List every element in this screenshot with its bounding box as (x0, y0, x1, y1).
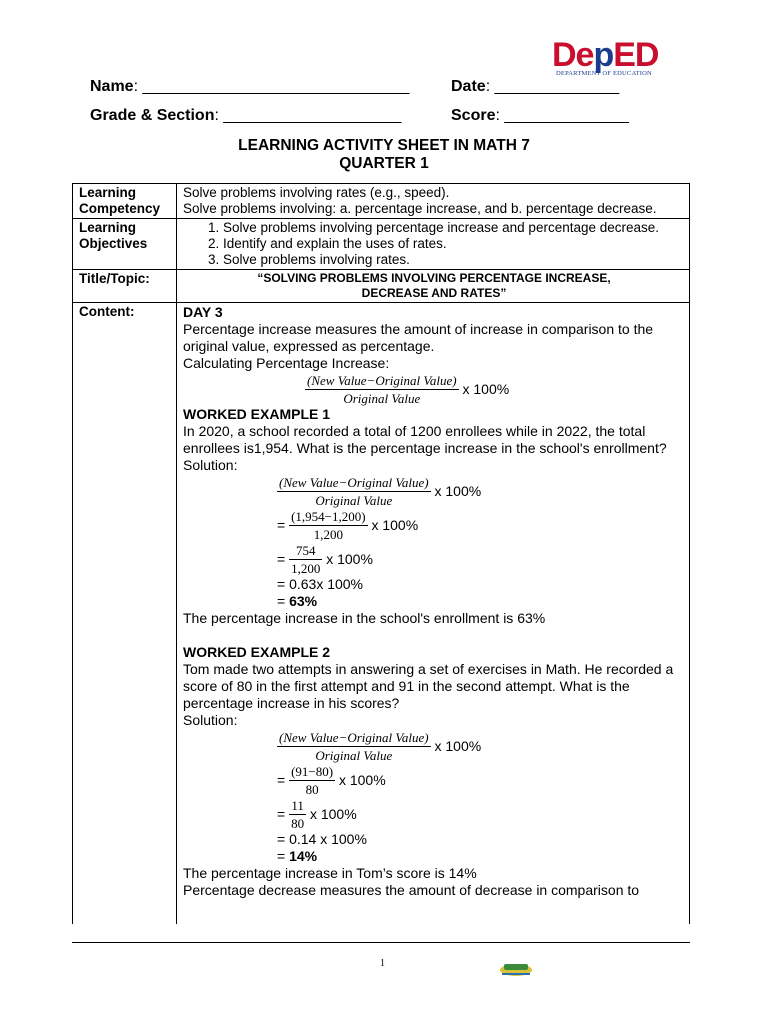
quarter-title: QUARTER 1 (339, 155, 429, 172)
table-bottom-border (72, 942, 690, 943)
competency-label: Learning Competency (73, 184, 177, 219)
example-1-title: WORKED EXAMPLE 1 (183, 406, 331, 422)
topic-label: Title/Topic: (73, 270, 177, 303)
ex2-step-2: = $\frac{11}{80}$ x 100% (277, 797, 357, 831)
formula-fraction: $\frac{\text{(New Value−Original Value)}}{\text{Original Value}}$ (307, 372, 457, 406)
content-cell (177, 303, 690, 925)
ex1-step-2: = $\frac{754}{1,200}$ x 100% (277, 542, 373, 576)
school-logo-icon (498, 958, 534, 978)
content-label: Content: (73, 303, 177, 925)
solution-label: Solution: (183, 712, 238, 728)
ex2-result: = 14% (277, 848, 318, 864)
page-number: 1 (380, 958, 385, 969)
calc-label: Calculating Percentage Increase: (183, 355, 390, 371)
torch-icon: p (593, 36, 614, 74)
objectives-row (73, 219, 690, 270)
name-field: Name: ______________________________ (90, 78, 410, 95)
ex1-formula: $\frac{\text{(New Value−Original Value)}}{\text{Original Value}}$ x 100% (279, 474, 482, 508)
ex1-conclusion: The percentage increase in the school's enrollment is 63% (183, 610, 546, 626)
ex1-step-3: = 0.63x 100% (277, 576, 364, 592)
day-heading: DAY 3 (183, 304, 223, 320)
grade-section-field: Grade & Section: ____________________ (90, 107, 402, 124)
logo-subtitle: DEPARTMENT OF EDUCATION (556, 70, 652, 77)
objectives-list (183, 220, 685, 268)
objective-item: 2. Identify and explain the uses of rates. (223, 236, 685, 252)
score-field: Score: ______________ (451, 107, 629, 124)
objective-item: 1. Solve problems involving percentage increase and percentage decrease. (223, 220, 685, 236)
competency-row (73, 184, 690, 219)
ex2-formula: $\frac{\text{(New Value−Original Value)}}{\text{Original Value}}$ x 100% (279, 729, 482, 763)
example-2-text: Tom made two attempts in answering a set of exercises in Math. He recorded a score of 80 in the first attempt and 91 in the second attempt. What is the percentage increase in his scores? (183, 661, 674, 711)
ex2-conclusion: The percentage increase in Tom’s score is 14% (183, 865, 477, 881)
decrease-intro: Percentage decrease measures the amount of decrease in comparison to (183, 882, 640, 898)
topic-cell: “SOLVING PROBLEMS INVOLVING PERCENTAGE INCREASE, DECREASE AND RATES” (177, 270, 690, 303)
ex1-step-1: = $\frac{(1,954-1,200)}{1,200}$ x 100% (277, 508, 419, 542)
ex2-step-1: = $\frac{(91-80)}{80}$ x 100% (277, 763, 386, 797)
intro-text: Percentage increase measures the amount of increase in comparison to the original value, expressed as percentage. (183, 321, 654, 354)
date-field: Date: ______________ (451, 78, 620, 95)
solution-label: Solution: (183, 457, 238, 473)
deped-logo: DepED DEPARTMENT OF EDUCATION (552, 36, 659, 77)
objectives-cell (177, 219, 690, 270)
ex1-result: = 63% (277, 593, 318, 609)
example-1-text: In 2020, a school recorded a total of 1200 enrollees while in 2022, the total enrollees is1,954. What is the percentage increase in the school's enrollment? (183, 423, 667, 456)
activity-table (72, 183, 690, 924)
formula-row: $\frac{\text{(New Value−Original Value)}}{\text{Original Value}}$ x 100% (307, 372, 510, 406)
example-2-title: WORKED EXAMPLE 2 (183, 644, 331, 660)
competency-cell: Solve problems involving rates (e.g., speed). Solve problems involving: a. percentage increase, and b. percentage decrease. (177, 184, 690, 219)
content-row (73, 303, 690, 925)
sheet-title: LEARNING ACTIVITY SHEET IN MATH 7 (238, 137, 530, 154)
topic-row (73, 270, 690, 303)
objective-item: 3. Solve problems involving rates. (223, 252, 685, 268)
objectives-label: Learning Objectives (73, 219, 177, 270)
ex2-step-3: = 0.14 x 100% (277, 831, 367, 847)
